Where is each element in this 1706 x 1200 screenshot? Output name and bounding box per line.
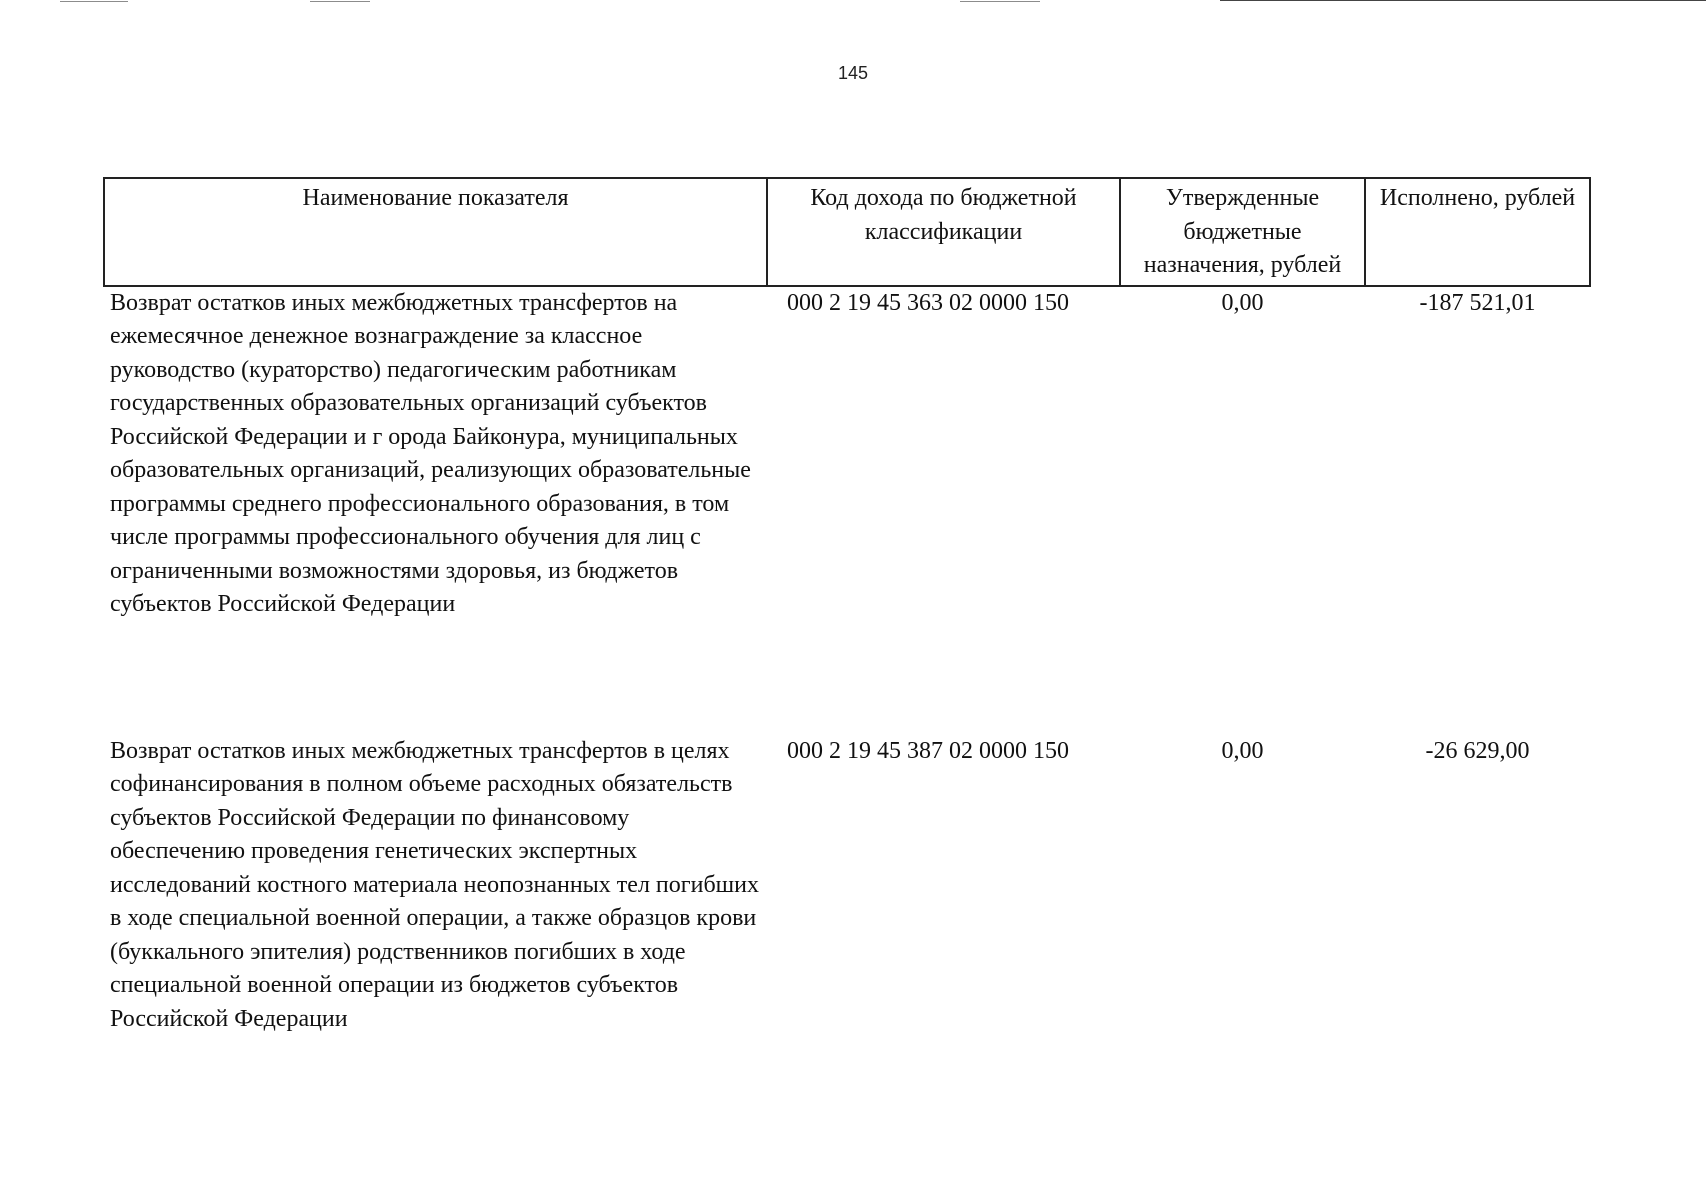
table-header (104, 178, 1590, 286)
scan-mark (960, 1, 1040, 2)
approved-amount: 0,00 (1221, 289, 1264, 316)
header-income-code: Код дохода по бюджетной классификации (767, 178, 1120, 286)
scan-mark (1220, 0, 1706, 1)
indicator-name: Возврат остатков иных межбюджетных трансфертов на ежемесячное денежное вознаграждение за классное руководство (кураторство) педагогическим работникам государственных образовательных организаций субъектов Российской Федерации и г орода Байконура, муниципальных образовательных организаций, реализующих образовательные программы среднего профессионального образования, в том числе программы профессионального обучения для лиц с ограниченными возможностями здоровья, из бюджетов субъектов Российской Федерации (110, 289, 751, 617)
scan-mark (60, 1, 128, 2)
budget-table (103, 177, 1591, 1036)
scan-mark (310, 1, 370, 2)
table-body (104, 286, 1590, 1037)
executed-amount: -26 629,00 (1425, 737, 1530, 764)
table-row (104, 735, 1590, 1037)
table-row (104, 286, 1590, 735)
approved-amount: 0,00 (1221, 737, 1264, 764)
header-executed-amount: Исполнено, рублей (1365, 178, 1590, 286)
executed-amount: -187 521,01 (1419, 289, 1536, 316)
header-indicator-name: Наименование показателя (104, 178, 767, 286)
indicator-name: Возврат остатков иных межбюджетных трансфертов в целях софинансирования в полном объеме расходных обязательств субъектов Российской Федерации по финансовому обеспечению проведения генетических экспертных исследований костного материала неопознанных тел погибших в ходе специальной военной операции, а также образцов крови (буккального эпителия) родственников погибших в ходе специальной военной операции из бюджетов субъектов Российской Федерации (110, 737, 759, 1032)
page-number: 145 (837, 63, 869, 83)
income-code: 000 2 19 45 387 02 0000 150 (787, 737, 1069, 764)
income-code: 000 2 19 45 363 02 0000 150 (787, 289, 1069, 316)
header-row (104, 178, 1590, 286)
header-approved-amount: Утвержденные бюджетные назначения, рублей (1120, 178, 1365, 286)
